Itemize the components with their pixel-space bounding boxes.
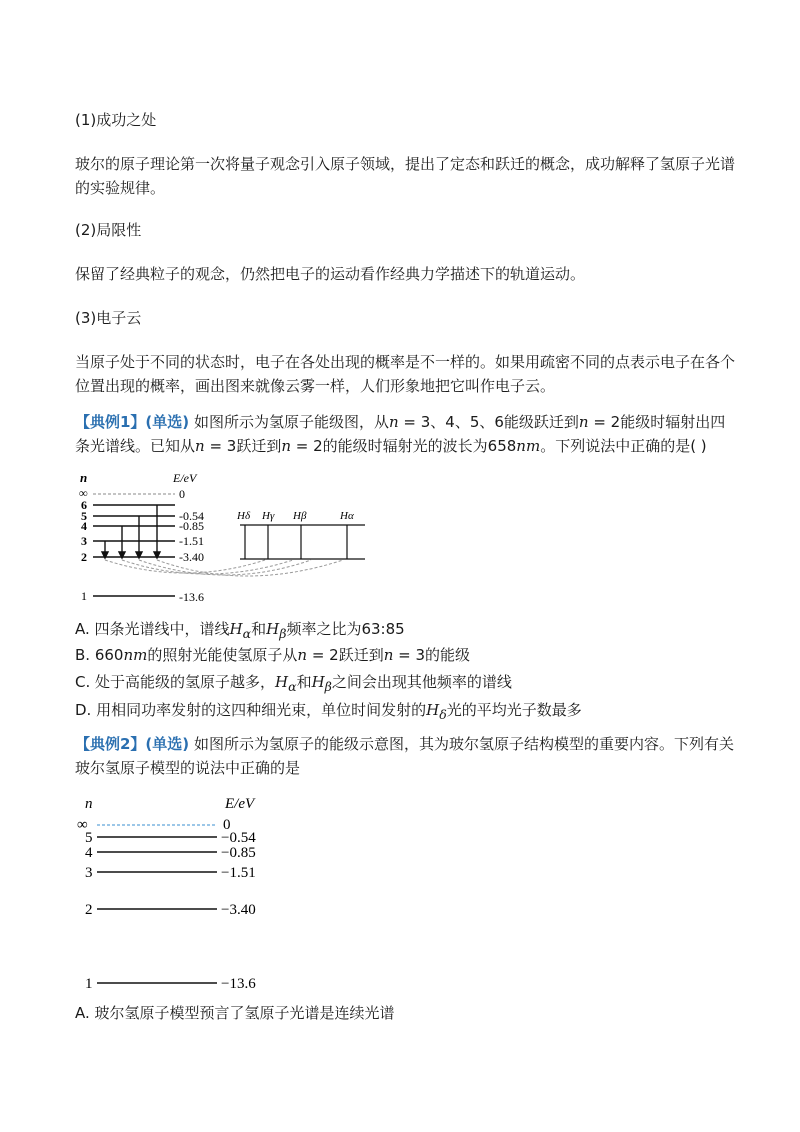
level-e-inf: 0 (179, 487, 185, 501)
level2-e-4: −0.85 (221, 845, 256, 861)
section-text-electron-cloud: 当原子处于不同的状态时，电子在各处出现的概率是不一样的。如果用疏密不同的点表示电子在各个位置出现的概率，画出图来就像云雾一样，人们形象地把它叫作电子云。 (75, 353, 736, 395)
spectral-line-h-beta: Hβ (293, 510, 307, 522)
example1-question: 【典例1】(单选) 如图所示为氢原子能级图，从n = 3、4、5、6能级跃迁到n = 2能级时辐射出四条光谱线。已知从n = 3跃迁到n = 2的能级时辐射光的波长为658nm。下列说法中正确的是( ) (75, 413, 726, 455)
level2-n-inf: ∞ (77, 817, 88, 833)
level-e-4: -0.85 (179, 519, 204, 533)
level2-e-2: −3.40 (221, 902, 256, 918)
level-e-3: -1.51 (179, 534, 204, 548)
level-n-inf: ∞ (79, 486, 88, 500)
level2-e-inf: 0 (223, 817, 231, 833)
section-text-limitation: 保留了经典粒子的观念，仍然把电子的运动看作经典力学描述下的轨道运动。 (75, 265, 586, 283)
option-a[interactable]: A. 四条光谱线中，谱线$H_\alpha$和$H_\beta$频率之比为63:85 (75, 620, 405, 641)
section-heading-electron-cloud: (3)电子云 (75, 309, 142, 327)
level-n-4: 4 (81, 519, 87, 533)
level2-n-1: 1 (85, 976, 93, 992)
level-n-1: 1 (81, 589, 87, 603)
energy-level-diagram-2 (75, 792, 295, 997)
level-e-5: -0.54 (179, 509, 204, 523)
level2-e-1: −13.6 (221, 976, 256, 992)
option-b[interactable]: B. 660nm的照射光能使氢原子从n = 2跃迁到n = 3的能级 (75, 646, 471, 664)
option-c[interactable]: C. 处于高能级的氢原子越多，$H_\alpha$和$H_\beta$之间会出现其他频率的谱线 (75, 673, 512, 694)
n-axis-label-2: n (85, 796, 93, 812)
section-heading-success: (1)成功之处 (75, 111, 157, 129)
spectral-line-h-alpha: Hα (340, 510, 354, 522)
level2-n-5: 5 (85, 830, 93, 846)
section-text-success: 玻尔的原子理论第一次将量子观念引入原子领域，提出了定态和跃迁的概念，成功解释了氢原子光谱的实验规律。 (75, 155, 736, 197)
example2-option-a[interactable]: A. 玻尔氢原子模型预言了氢原子光谱是连续光谱 (75, 1004, 395, 1022)
level-n-2: 2 (81, 550, 87, 564)
level-n-5: 5 (81, 509, 87, 523)
level-n-6: 6 (81, 498, 87, 512)
level2-n-2: 2 (85, 902, 93, 918)
example1-tag: 【典例1】(单选) (75, 413, 190, 431)
example2-tag: 【典例2】(单选) (75, 735, 190, 753)
section-heading-limitation: (2)局限性 (75, 221, 142, 239)
spectral-line-h-gamma: Hγ (262, 510, 275, 522)
spectral-line-h-delta: Hδ (237, 510, 251, 522)
level-e-1: -13.6 (179, 590, 204, 604)
level2-n-4: 4 (85, 845, 93, 861)
energy-level-diagram-1 (75, 468, 375, 608)
n-axis-label: n (80, 470, 88, 485)
e-axis-label-2: E/eV (225, 796, 255, 812)
level-n-3: 3 (81, 534, 87, 548)
level2-e-5: −0.54 (221, 830, 256, 846)
level2-e-3: −1.51 (221, 865, 256, 881)
option-d[interactable]: D. 用相同功率发射的这四种细光束，单位时间发射的$H_\delta$光的平均光子数最多 (75, 701, 582, 722)
level2-n-3: 3 (85, 865, 93, 881)
e-axis-label: E/eV (173, 471, 197, 485)
level-e-2: -3.40 (179, 550, 204, 564)
example2-question: 【典例2】(单选) 如图所示为氢原子的能级示意图，其为玻尔氢原子结构模型的重要内容。下列有关玻尔氢原子模型的说法中正确的是 (75, 735, 734, 777)
